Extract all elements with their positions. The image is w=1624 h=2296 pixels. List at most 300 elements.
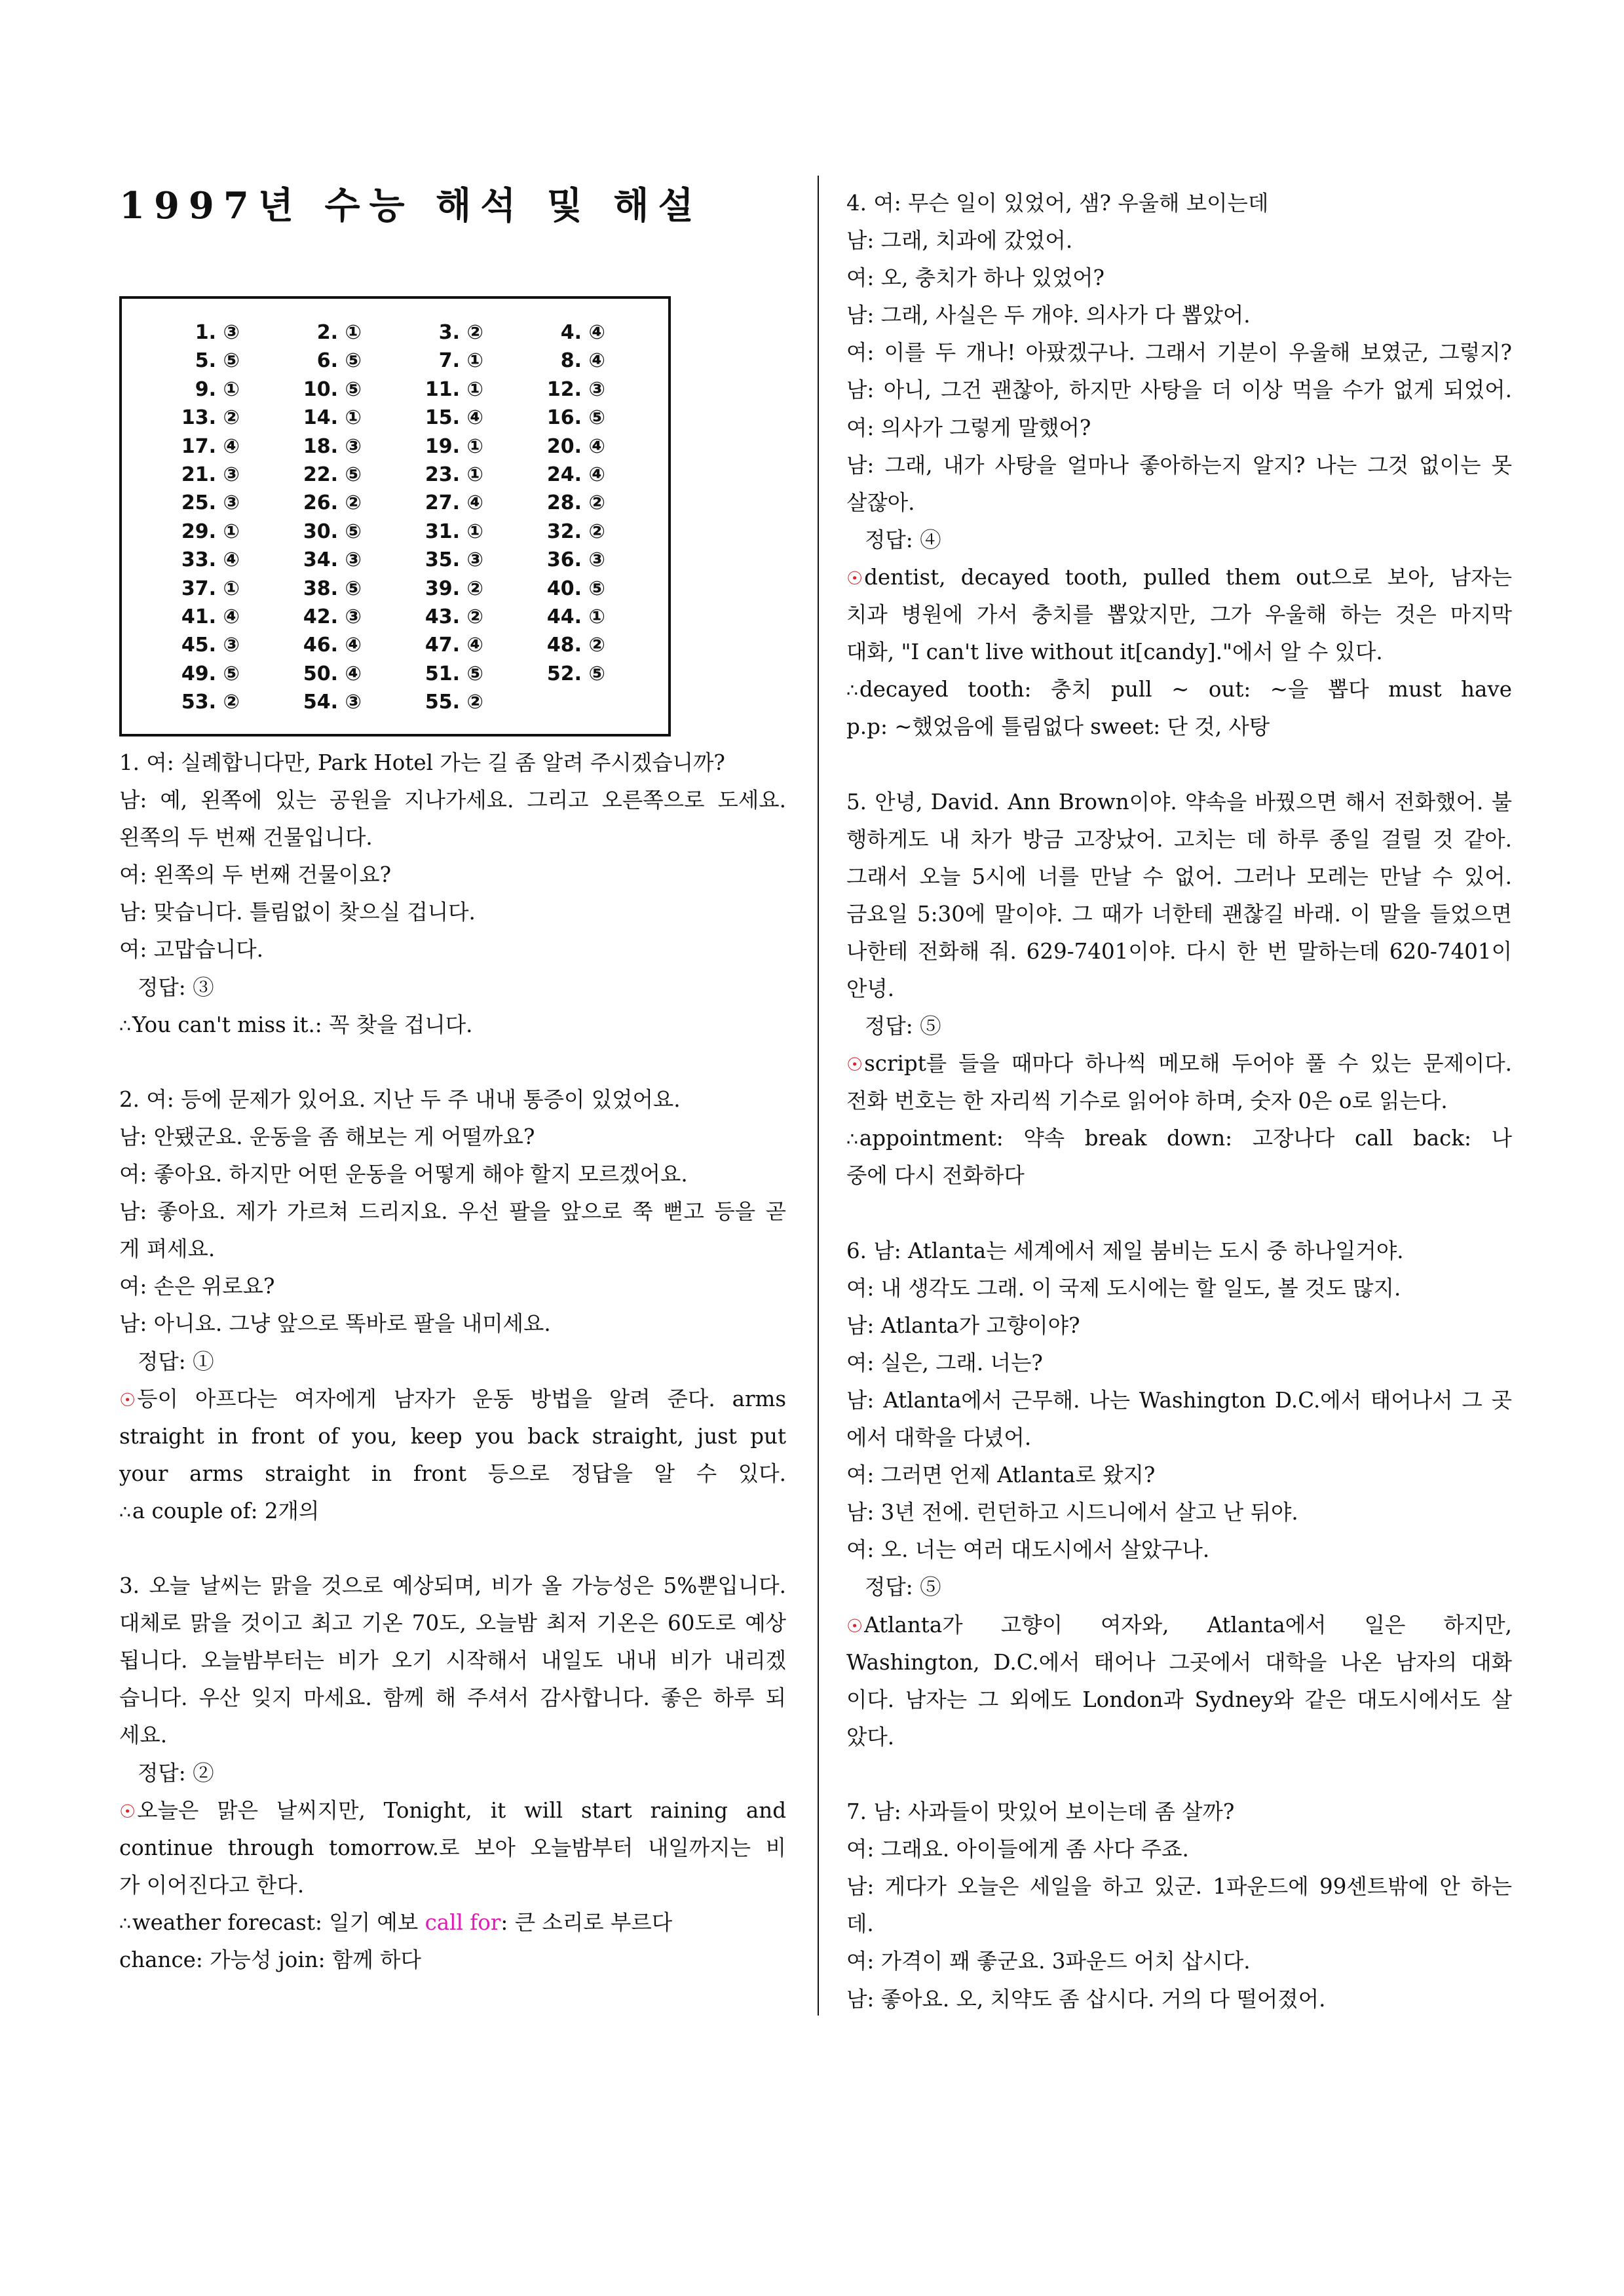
answer-choice: ③: [582, 377, 605, 401]
text-line: [846, 1644, 1512, 1681]
line-text: 정답: ④: [865, 527, 941, 552]
answer-item: [153, 548, 275, 577]
answer-item: [153, 435, 275, 463]
text-line: [119, 1305, 786, 1343]
answer-choice: ⑤: [582, 406, 605, 430]
line-text: 가 이어진다고 한다.: [119, 1872, 305, 1898]
triangle-stack-icon: ∴: [846, 1128, 858, 1151]
answer-item: [519, 321, 641, 349]
answer-item: [519, 463, 641, 491]
answer-number: 47.: [425, 634, 460, 657]
line-text: 정답: ③: [138, 974, 214, 1000]
text-line: [846, 1345, 1512, 1382]
answer-choice: ④: [338, 662, 362, 685]
line-text: 게 펴세요.: [119, 1236, 216, 1262]
answer-choice: ①: [460, 434, 483, 458]
answer-number: 24.: [546, 463, 582, 486]
answer-number: 20.: [546, 434, 582, 458]
line-text: 2. 여: 등에 문제가 있어요. 지난 두 주 내내 통증이 있었어요.: [119, 1086, 681, 1112]
answer-item: [397, 435, 519, 463]
text-line: [119, 1268, 786, 1305]
line-text: appointment: 약속 break down: 고장나다 call back: 나: [859, 1126, 1512, 1151]
answer-number: 36.: [546, 548, 582, 572]
answer-choice: ⑤: [216, 349, 240, 373]
line-text: 이다. 남자는 그 외에도 London과 Sydney와 같은 대도시에서도 살: [846, 1687, 1512, 1712]
line-text: 정답: ①: [138, 1349, 214, 1374]
line-text: dentist, decayed tooth, pulled them out으로 보아, 남자는: [864, 564, 1512, 590]
answer-number: 48.: [546, 634, 582, 657]
lightbulb-icon: ☉: [846, 1615, 863, 1637]
line-text: 대화, "I can't live without it[candy]."에서 알 수 있다.: [846, 640, 1383, 665]
answer-item: [519, 349, 641, 377]
answer-item: [397, 378, 519, 406]
line-text: continue through tomorrow.로 보아 오늘밤부터 내일까지는 비: [119, 1835, 786, 1860]
answer-number: 9.: [195, 377, 216, 401]
line-text: 중에 다시 전화하다: [846, 1163, 1025, 1189]
text-line: [846, 1494, 1512, 1531]
answer-choice: ②: [582, 491, 605, 515]
text-line: [119, 1231, 786, 1268]
answer-choice: ④: [582, 349, 605, 373]
answer-item: [153, 378, 275, 406]
line-text: 금요일 5:30에 말이야. 그 때가 너한테 괜찮길 바래. 이 말을 들었으면: [846, 901, 1512, 927]
text-line: [846, 784, 1512, 821]
text-line: [119, 744, 786, 782]
text-line: [846, 933, 1512, 970]
text-line: [119, 1567, 786, 1605]
line-text: 세요.: [119, 1723, 168, 1748]
line-text: 남: 그래, 치과에 갔었어.: [846, 228, 1073, 254]
line-text: 나한테 전화해 줘. 629-7401이야. 다시 한 번 말하는데 620-7401이: [846, 938, 1512, 964]
answer-item: [519, 378, 641, 406]
answer-choice: ②: [338, 491, 362, 515]
text-line: [119, 1605, 786, 1642]
line-text: 남: Atlanta에서 근무해. 나는 Washington D.C.에서 태어나서 그 곳: [846, 1388, 1512, 1413]
line-text: 남: 좋아요. 제가 가르쳐 드리지요. 우선 팔을 앞으로 쭉 뻗고 등을 곧: [119, 1199, 786, 1225]
answer-item: [519, 605, 641, 634]
text-line: [119, 819, 786, 856]
text-line: [846, 1045, 1512, 1082]
answer-item: [397, 463, 519, 491]
answer-number: 18.: [303, 434, 338, 458]
text-line: [119, 1381, 786, 1418]
answer-number: 17.: [181, 434, 216, 458]
answer-choice: ①: [338, 321, 362, 344]
answer-item: [519, 520, 641, 548]
answer-number: 13.: [181, 406, 216, 430]
line-text: 여: 그러면 언제 Atlanta로 왔지?: [846, 1463, 1156, 1488]
line-text: decayed tooth: 충치 pull ~ out: ~을 뽑다 must have: [859, 677, 1512, 702]
line-text: 남: 3년 전에. 런던하고 시드니에서 살고 난 뒤야.: [846, 1500, 1298, 1525]
text-line: [119, 1867, 786, 1904]
answer-number: 15.: [425, 406, 460, 430]
answer-number: 50.: [303, 662, 338, 685]
answer-choice: ③: [338, 605, 362, 628]
line-text: 여: 이를 두 개나! 아팠겠구나. 그래서 기분이 우울해 보였군, 그렇지?: [846, 340, 1512, 366]
answer-choice: ④: [582, 463, 605, 486]
answer-item: [153, 691, 275, 719]
text-line: [846, 1607, 1512, 1644]
text-line: [119, 782, 786, 819]
highlighted-term: call for: [425, 1909, 501, 1935]
text-line: [119, 1904, 786, 1942]
answer-number: 1.: [195, 321, 216, 344]
text-line: [846, 1120, 1512, 1157]
text-line: [119, 1493, 786, 1530]
answer-line: [119, 1755, 786, 1792]
line-text: 남: 그래, 내가 사탕을 얼마나 좋아하는지 알지? 나는 그것 없이는 못: [846, 452, 1512, 478]
line-text: 정답: ⑤: [865, 1014, 941, 1039]
line-text: 행하게도 내 차가 방금 고장났어. 고치는 데 하루 종일 걸릴 것 같아.: [846, 826, 1512, 852]
answer-number: 11.: [425, 377, 460, 401]
text-line: [846, 708, 1512, 746]
text-line: [119, 931, 786, 968]
line-text: 여: 그래요. 아이들에게 좀 사다 주죠.: [846, 1837, 1189, 1862]
answer-number: 38.: [303, 577, 338, 600]
text-line: [846, 222, 1512, 259]
text-line: [846, 1457, 1512, 1494]
answer-choice: ②: [582, 634, 605, 657]
answer-number: 28.: [546, 491, 582, 515]
answer-item: [153, 634, 275, 662]
answer-number: 46.: [303, 634, 338, 657]
line-text: 남: 맞습니다. 틀림없이 찾으실 겁니다.: [119, 900, 476, 925]
text-line: [846, 1082, 1512, 1120]
answer-item: [397, 491, 519, 520]
text-line: [846, 1793, 1512, 1831]
answer-item: [397, 548, 519, 577]
answer-number: 30.: [303, 520, 338, 543]
answer-choice: ②: [460, 577, 483, 600]
answer-number: 7.: [438, 349, 460, 373]
text-line: [119, 1642, 786, 1679]
blank-line: [846, 746, 1512, 783]
text-line: [846, 1307, 1512, 1345]
text-line: [846, 185, 1512, 222]
text-line: [846, 1233, 1512, 1270]
text-line: [846, 1981, 1512, 2018]
answer-number: 12.: [546, 377, 582, 401]
answer-choice: ④: [582, 434, 605, 458]
line-text: p.p: ~했었음에 틀림없다 sweet: 단 것, 사탕: [846, 714, 1270, 740]
text-line: [119, 1717, 786, 1754]
text-line: [846, 1531, 1512, 1569]
answer-line: [846, 1008, 1512, 1045]
line-text: 에서 대학을 다녔어.: [846, 1425, 1032, 1451]
answer-number: 40.: [546, 577, 582, 600]
answer-item: [153, 406, 275, 434]
line-text: 남: 안됐군요. 운동을 좀 해보는 게 어떨까요?: [119, 1124, 535, 1149]
line-text: script를 들을 때마다 하나씩 메모해 두어야 풀 수 있는 문제이다.: [864, 1051, 1512, 1077]
answer-choice: ⑤: [338, 577, 362, 600]
answer-number: 43.: [425, 605, 460, 628]
answer-choice: ④: [460, 634, 483, 657]
line-text: 4. 여: 무슨 일이 있었어, 샘? 우울해 보이는데: [846, 191, 1269, 216]
answer-number: 22.: [303, 463, 338, 486]
line-text: 남: Atlanta가 고향이야?: [846, 1312, 1080, 1338]
answer-choice: ①: [460, 463, 483, 486]
answer-choice: ③: [216, 321, 240, 344]
answer-choice: ④: [216, 434, 240, 458]
answer-item: [397, 406, 519, 434]
answer-choice: ④: [582, 321, 605, 344]
answer-choice: ②: [460, 691, 483, 714]
line-text: 3. 오늘 날씨는 맑을 것으로 예상되며, 비가 올 가능성은 5%뿐입니다.: [119, 1573, 786, 1599]
answer-number: 23.: [425, 463, 460, 486]
answer-number: 49.: [181, 662, 216, 685]
answer-item: [275, 520, 397, 548]
text-line: [846, 447, 1512, 484]
answer-item: [519, 491, 641, 520]
answer-choice: ②: [216, 406, 240, 430]
answer-choice: ⑤: [582, 662, 605, 685]
answer-item: [275, 321, 397, 349]
text-line: [846, 334, 1512, 372]
line-text: 됩니다. 오늘밤부터는 비가 오기 시작해서 내일도 내내 비가 내리겠: [119, 1648, 786, 1674]
answer-number: 44.: [546, 605, 582, 628]
blank-line: [119, 1044, 786, 1081]
line-text: Atlanta가 고향이 여자와, Atlanta에서 일은 하지만,: [864, 1612, 1512, 1637]
line-text: straight in front of you, keep you back straight, just put: [119, 1423, 786, 1449]
line-text: 6. 남: Atlanta는 세계에서 제일 붐비는 도시 중 하나일거야.: [846, 1238, 1404, 1263]
text-line: [846, 1382, 1512, 1419]
text-line: [846, 671, 1512, 708]
answer-item: [275, 548, 397, 577]
triangle-stack-icon: ∴: [119, 1501, 131, 1523]
answer-item: [275, 406, 397, 434]
answer-choice: ③: [460, 548, 483, 572]
answer-choice: ⑤: [338, 377, 362, 401]
answer-line: [119, 1343, 786, 1381]
line-text: 살잖아.: [846, 489, 915, 515]
text-line: [119, 1006, 786, 1044]
answer-item: [397, 691, 519, 719]
answer-choice: ⑤: [216, 662, 240, 685]
answer-number: 37.: [181, 577, 216, 600]
line-text: 았다.: [846, 1724, 895, 1750]
line-text: 남: 게다가 오늘은 세일을 하고 있군. 1파운드에 99센트밖에 안 하는: [846, 1874, 1512, 1900]
answer-choice: ④: [216, 548, 240, 572]
text-line: [119, 1156, 786, 1193]
right-column: [846, 185, 1512, 2018]
line-text: 등이 아프다는 여자에게 남자가 운동 방법을 알려 준다. arms: [137, 1386, 786, 1411]
answer-number: 26.: [303, 491, 338, 515]
answer-choice: ①: [460, 520, 483, 543]
line-text: 습니다. 우산 잊지 마세요. 함께 해 주셔서 감사합니다. 좋은 하루 되: [119, 1685, 786, 1711]
line-text: You can't miss it.: 꼭 찾을 겁니다.: [132, 1012, 473, 1037]
answer-choice: ④: [460, 491, 483, 515]
answer-choice: ①: [216, 520, 240, 543]
answer-item: [397, 321, 519, 349]
answer-choice: ③: [582, 548, 605, 572]
line-text: 7. 남: 사과들이 맛있어 보이는데 좀 살까?: [846, 1799, 1235, 1825]
line-text: a couple of: 2개의: [132, 1498, 320, 1523]
line-text: 여: 좋아요. 하지만 어떤 운동을 어떻게 해야 할지 모르겠어요.: [119, 1162, 688, 1187]
answer-item: [397, 634, 519, 662]
answer-item: [275, 577, 397, 605]
text-line: [846, 297, 1512, 334]
answer-choice: ①: [460, 377, 483, 401]
text-line: [846, 1943, 1512, 1980]
answer-number: 35.: [425, 548, 460, 572]
line-text: 데.: [846, 1911, 874, 1937]
text-line: [846, 1831, 1512, 1868]
answer-item: [275, 634, 397, 662]
line-text: 여: 오. 너는 여러 대도시에서 살았구나.: [846, 1537, 1210, 1563]
answer-choice: ①: [216, 377, 240, 401]
answer-number: 45.: [181, 634, 216, 657]
answer-item: [519, 662, 641, 691]
answer-line: [846, 522, 1512, 559]
answer-number: 29.: [181, 520, 216, 543]
answer-number: 51.: [425, 662, 460, 685]
line-text: 여: 오, 충치가 하나 있었어?: [846, 265, 1105, 291]
text-line: [119, 1119, 786, 1156]
text-line: [846, 1270, 1512, 1307]
answer-item: [519, 577, 641, 605]
line-text: 1. 여: 실례합니다만, Park Hotel 가는 길 좀 알려 주시겠습니까?: [119, 750, 725, 775]
answer-choice: ③: [338, 548, 362, 572]
line-text: 남: 아니요. 그냥 앞으로 똑바로 팔을 내미세요.: [119, 1311, 551, 1337]
answer-item: [153, 605, 275, 634]
text-line: [846, 858, 1512, 896]
answer-item: [275, 491, 397, 520]
line-text: 정답: ②: [138, 1760, 214, 1786]
answer-number: 19.: [425, 434, 460, 458]
line-text: 남: 좋아요. 오, 치약도 좀 삽시다. 거의 다 떨어졌어.: [846, 1986, 1326, 2012]
answer-choice: ⑤: [338, 463, 362, 486]
line-text: 대체로 맑을 것이고 최고 기온 70도, 오늘밤 최저 기온은 60도로 예상: [119, 1611, 786, 1636]
text-line: [846, 596, 1512, 634]
answer-choice: ③: [338, 434, 362, 458]
answer-key-grid: [153, 321, 641, 719]
answer-number: 42.: [303, 605, 338, 628]
answer-number: 21.: [181, 463, 216, 486]
line-text: 안녕.: [846, 976, 895, 1001]
line-text: 정답: ⑤: [865, 1575, 941, 1600]
text-line: [846, 559, 1512, 596]
blank-line: [119, 1530, 786, 1567]
line-text: 치과 병원에 가서 충치를 뽑았지만, 그가 우울해 하는 것은 마지막: [846, 602, 1512, 628]
line-text-tail: : 큰 소리로 부르다: [500, 1909, 673, 1935]
answer-item: [519, 634, 641, 662]
answer-choice: ③: [216, 634, 240, 657]
text-line: [119, 1418, 786, 1455]
answer-choice: ②: [460, 321, 483, 344]
line-text: 여: 내 생각도 그래. 이 국제 도시에는 할 일도, 볼 것도 많지.: [846, 1275, 1401, 1301]
answer-item: [153, 463, 275, 491]
line-text: 남: 예, 왼쪽에 있는 공원을 지나가세요. 그리고 오른쪽으로 도세요.: [119, 788, 786, 813]
answer-number: 14.: [303, 406, 338, 430]
answer-choice: ⑤: [582, 577, 605, 600]
blank-line: [846, 1756, 1512, 1793]
line-text: 왼쪽의 두 번째 건물입니다.: [119, 825, 373, 851]
triangle-stack-icon: ∴: [119, 1912, 131, 1934]
text-line: [119, 1942, 786, 1979]
line-text: 남: 아니, 그건 괜찮아, 하지만 사탕을 더 이상 먹을 수가 없게 되었어.: [846, 377, 1512, 403]
answer-choice: ①: [216, 577, 240, 600]
lightbulb-icon: ☉: [119, 1388, 136, 1411]
answer-item: [153, 577, 275, 605]
line-text: 전화 번호는 한 자리씩 기수로 읽어야 하며, 숫자 0은 o로 읽는다.: [846, 1088, 1448, 1114]
answer-item: [519, 548, 641, 577]
line-text: 여: 실은, 그래. 너는?: [846, 1350, 1043, 1375]
answer-number: 27.: [425, 491, 460, 515]
text-line: [846, 821, 1512, 858]
line-text: 그래서 오늘 5시에 너를 만날 수 없어. 그러나 모레는 만날 수 있어.: [846, 864, 1512, 889]
answer-item: [397, 520, 519, 548]
text-line: [846, 372, 1512, 409]
answer-item: [275, 435, 397, 463]
answer-item: [275, 378, 397, 406]
answer-item: [397, 605, 519, 634]
text-line: [846, 634, 1512, 671]
text-line: [846, 1868, 1512, 1905]
text-line: [846, 410, 1512, 447]
triangle-stack-icon: ∴: [846, 679, 858, 702]
answer-choice: ①: [338, 406, 362, 430]
blank-line: [846, 1195, 1512, 1233]
answer-number: 31.: [425, 520, 460, 543]
text-line: [846, 1719, 1512, 1756]
text-line: [119, 1193, 786, 1231]
answer-item: [397, 577, 519, 605]
answer-number: 5.: [195, 349, 216, 373]
answer-number: 55.: [425, 691, 460, 714]
line-text: weather forecast: 일기 예보: [132, 1909, 419, 1935]
text-line: [119, 1679, 786, 1717]
text-line: [846, 896, 1512, 933]
answer-number: 8.: [560, 349, 582, 373]
text-line: [846, 484, 1512, 522]
answer-number: 54.: [303, 691, 338, 714]
answer-number: 34.: [303, 548, 338, 572]
line-text: 여: 가격이 꽤 좋군요. 3파운드 어치 삽시다.: [846, 1949, 1251, 1974]
column-divider: [818, 176, 819, 2016]
answer-choice: ⑤: [460, 662, 483, 685]
text-line: [119, 1829, 786, 1867]
line-text: your arms straight in front 등으로 정답을 알 수 있다.: [119, 1461, 786, 1486]
answer-key-box: [119, 296, 671, 737]
text-line: [119, 856, 786, 894]
text-line: [846, 1157, 1512, 1195]
text-line: [119, 1455, 786, 1493]
triangle-stack-icon: ∴: [119, 1014, 131, 1037]
answer-number: 16.: [546, 406, 582, 430]
answer-item: [275, 691, 397, 719]
answer-item: [153, 662, 275, 691]
line-text: 여: 손은 위로요?: [119, 1274, 275, 1299]
answer-item: [275, 349, 397, 377]
text-line: [119, 894, 786, 931]
answer-choice: ①: [582, 605, 605, 628]
answer-item: [397, 349, 519, 377]
answer-number: 3.: [438, 321, 460, 344]
text-line: [846, 1681, 1512, 1719]
answer-number: 52.: [546, 662, 582, 685]
answer-choice: ④: [338, 634, 362, 657]
page-title: 1997년 수능 해석 및 해설: [119, 184, 703, 227]
answer-number: 39.: [425, 577, 460, 600]
line-text: chance: 가능성 join: 함께 하다: [119, 1947, 421, 1972]
text-line: [119, 1081, 786, 1119]
answer-item: [397, 662, 519, 691]
answer-item: [153, 349, 275, 377]
lightbulb-icon: ☉: [846, 1054, 863, 1076]
answer-item: [275, 463, 397, 491]
answer-choice: ①: [460, 349, 483, 373]
answer-item: [275, 605, 397, 634]
